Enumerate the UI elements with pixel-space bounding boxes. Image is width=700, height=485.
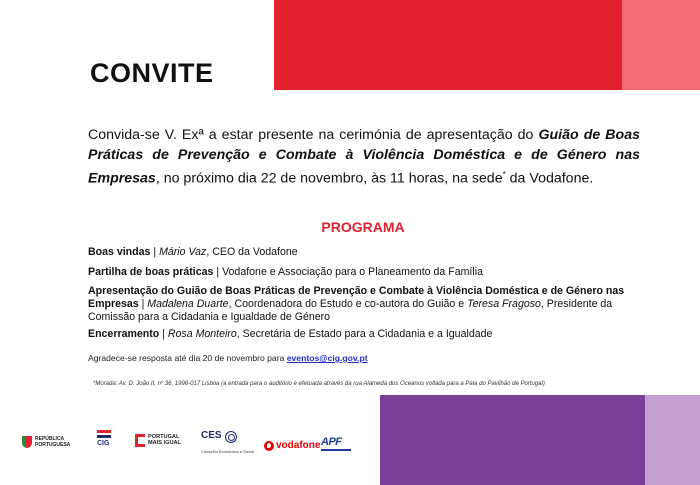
sharing-label: Partilha de boas práticas — [88, 266, 214, 278]
page-title: CONVITE — [90, 58, 214, 88]
footnote-mark: * — [502, 170, 506, 179]
footer-purple-band — [380, 395, 645, 485]
footer-lilac-band — [645, 395, 700, 485]
intro-text-1: Convida-se V. Exª a estar presente na cerimónia de apresentação do — [88, 127, 539, 143]
vodafone-logo: vodafone — [264, 440, 324, 456]
closing-speaker: Rosa Monteiro — [167, 328, 237, 340]
ces-logo: CES Conselho Económico e Social — [201, 430, 255, 454]
pmi-bracket-icon — [135, 434, 145, 447]
portugal-mais-igual-logo: PORTUGAL MAIS IGUAL — [135, 433, 193, 459]
apf-underline — [321, 449, 351, 451]
welcome-label: Boas vindas — [88, 246, 151, 258]
header-red-band — [274, 0, 622, 90]
ces-emblem-icon — [225, 431, 237, 443]
program-item-presentation: Apresentação do Guião de Boas Práticas de Prevenção e Combate à Violência Doméstica e de Género nas Empresas | Madalena Duarte, Coordenadora do Estudo e co-autora do Guião e Teresa Fragoso, Presidente da Comissão para a Cidadania e Igualdade de Género — [88, 285, 625, 323]
header-pink-band — [622, 0, 700, 90]
program-heading: PROGRAMA — [321, 219, 405, 235]
rsvp-email-link[interactable]: eventos@cig.gov.pt — [286, 353, 368, 363]
closing-label: Encerramento — [88, 328, 160, 340]
cig-bars-icon — [97, 430, 111, 438]
address-footnote: *Morada: Av. D. João II, nº 36, 1998-017 Lisboa (a entrada para o auditório é efetuada através da rua Alameda dos Oceanos voltada para a Pala do Pavilhão de Portugal) — [93, 381, 545, 387]
rsvp-note: Agradece-se resposta até dia 20 de novembro para eventos@cig.gov.pt — [88, 353, 368, 363]
presentation-speaker-2: Teresa Fragoso — [467, 298, 541, 310]
apf-logo: APF — [321, 436, 376, 458]
welcome-speaker: Mário Vaz — [159, 246, 207, 258]
intro-text-3: da Vodafone. — [505, 170, 594, 187]
presentation-speaker-1: Madalena Duarte — [147, 298, 229, 310]
cig-logo: CIG — [97, 430, 139, 458]
invitation-text — [88, 125, 640, 189]
program-item-welcome: Boas vindas | Mário Vaz, CEO da Vodafone — [88, 246, 298, 258]
intro-text-2: , no próximo dia 22 de novembro, às 11 horas, na sede — [155, 170, 503, 187]
program-item-closing: Encerramento | Rosa Monteiro, Secretária de Estado para a Cidadania e a Igualdade — [88, 328, 493, 340]
presentation-label: Apresentação do Guião de Boas Práticas de Prevenção e Combate à Violência Doméstica e de Género nas Empresas — [88, 285, 625, 310]
vodafone-speechmark-icon — [264, 441, 274, 451]
program-item-sharing: Partilha de boas práticas | Vodafone e Associação para o Planeamento da Família — [88, 266, 483, 278]
republica-portuguesa-logo: REPÚBLICA PORTUGUESA — [22, 434, 87, 458]
guide-title: Guião de Boas Práticas de Prevenção e Combate à Violência Doméstica e de Género nas Empresas — [88, 127, 640, 187]
republica-emblem-icon — [22, 436, 32, 448]
